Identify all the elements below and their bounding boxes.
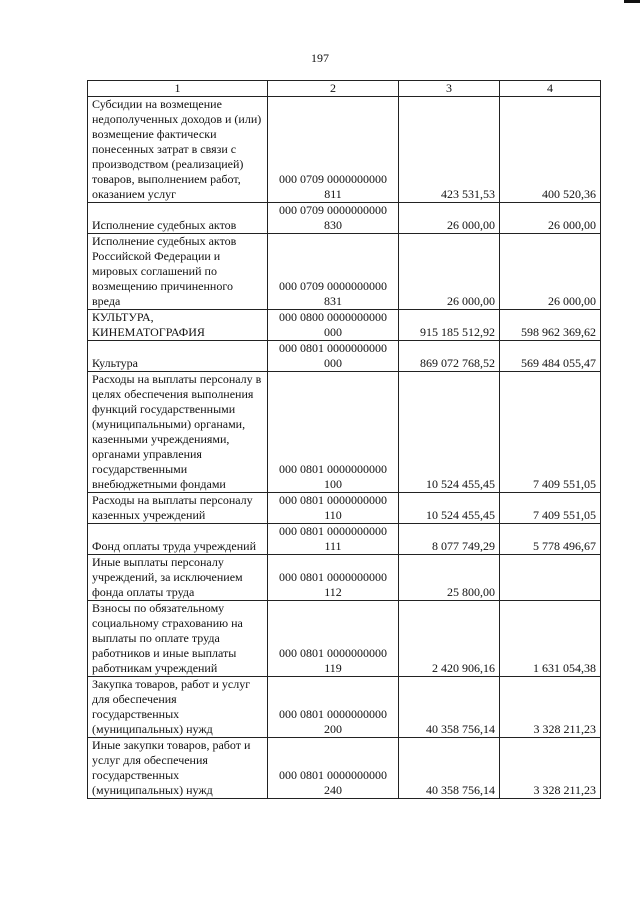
row-code: 000 0801 0000000000 112 <box>268 555 399 601</box>
row-name: Закупка товаров, работ и услуг для обеспечения государственных (муниципальных) нужд <box>88 677 268 738</box>
row-value-col3: 2 420 906,16 <box>399 601 500 677</box>
table-row <box>88 310 601 341</box>
page-number: 197 <box>311 51 329 65</box>
row-code: 000 0801 0000000000 110 <box>268 493 399 524</box>
row-value-col4: 7 409 551,05 <box>500 493 601 524</box>
row-code: 000 0801 0000000000 119 <box>268 601 399 677</box>
row-value-col3: 10 524 455,45 <box>399 372 500 493</box>
table-row <box>88 203 601 234</box>
header-row <box>88 81 601 97</box>
row-name: Расходы на выплаты персоналу в целях обеспечения выполнения функций государственными (муниципальными) органами, казенными учреждениями, органами управления государственными внебюджетными фондами <box>88 372 268 493</box>
row-value-col4: 569 484 055,47 <box>500 341 601 372</box>
row-value-col4 <box>500 555 601 601</box>
table-row <box>88 524 601 555</box>
row-value-col3: 8 077 749,29 <box>399 524 500 555</box>
row-value-col3: 10 524 455,45 <box>399 493 500 524</box>
row-value-col4: 3 328 211,23 <box>500 677 601 738</box>
table-row <box>88 555 601 601</box>
row-name: Иные закупки товаров, работ и услуг для обеспечения государственных (муниципальных) нужд <box>88 738 268 799</box>
row-value-col3: 26 000,00 <box>399 203 500 234</box>
row-value-col4: 7 409 551,05 <box>500 372 601 493</box>
header-col-2: 2 <box>268 81 399 97</box>
budget-table <box>87 80 601 799</box>
row-value-col4: 26 000,00 <box>500 234 601 310</box>
table-row <box>88 677 601 738</box>
row-value-col4: 26 000,00 <box>500 203 601 234</box>
table-row <box>88 341 601 372</box>
row-name: Взносы по обязательному социальному страхованию на выплаты по оплате труда работников и иные выплаты работникам учреждений <box>88 601 268 677</box>
row-name: Исполнение судебных актов <box>88 203 268 234</box>
row-value-col3: 423 531,53 <box>399 97 500 203</box>
row-name: КУЛЬТУРА, КИНЕМАТОГРАФИЯ <box>88 310 268 341</box>
corner-mark <box>624 0 640 3</box>
row-value-col3: 869 072 768,52 <box>399 341 500 372</box>
row-value-col3: 915 185 512,92 <box>399 310 500 341</box>
table-row <box>88 738 601 799</box>
header-col-4: 4 <box>500 81 601 97</box>
row-code: 000 0801 0000000000 111 <box>268 524 399 555</box>
row-code: 000 0801 0000000000 200 <box>268 677 399 738</box>
row-name: Культура <box>88 341 268 372</box>
row-name: Расходы на выплаты персоналу казенных учреждений <box>88 493 268 524</box>
row-value-col4: 598 962 369,62 <box>500 310 601 341</box>
row-name: Иные выплаты персоналу учреждений, за исключением фонда оплаты труда <box>88 555 268 601</box>
row-value-col3: 25 800,00 <box>399 555 500 601</box>
table-row <box>88 493 601 524</box>
row-name: Исполнение судебных актов Российской Федерации и мировых соглашений по возмещению причиненного вреда <box>88 234 268 310</box>
row-value-col3: 40 358 756,14 <box>399 677 500 738</box>
row-name: Субсидии на возмещение недополученных доходов и (или) возмещение фактически понесенных затрат в связи с производством (реализацией) товаров, выполнением работ, оказанием услуг <box>88 97 268 203</box>
row-code: 000 0801 0000000000 000 <box>268 341 399 372</box>
table-row <box>88 234 601 310</box>
table-row <box>88 601 601 677</box>
row-code: 000 0709 0000000000 830 <box>268 203 399 234</box>
row-code: 000 0709 0000000000 811 <box>268 97 399 203</box>
row-value-col3: 26 000,00 <box>399 234 500 310</box>
row-value-col4: 3 328 211,23 <box>500 738 601 799</box>
row-code: 000 0709 0000000000 831 <box>268 234 399 310</box>
row-code: 000 0800 0000000000 000 <box>268 310 399 341</box>
row-value-col4: 1 631 054,38 <box>500 601 601 677</box>
header-col-3: 3 <box>399 81 500 97</box>
row-value-col4: 400 520,36 <box>500 97 601 203</box>
row-code: 000 0801 0000000000 100 <box>268 372 399 493</box>
row-value-col4: 5 778 496,67 <box>500 524 601 555</box>
table-row <box>88 372 601 493</box>
header-col-1: 1 <box>88 81 268 97</box>
table-row <box>88 97 601 203</box>
row-value-col3: 40 358 756,14 <box>399 738 500 799</box>
row-code: 000 0801 0000000000 240 <box>268 738 399 799</box>
table-body <box>88 97 601 799</box>
row-name: Фонд оплаты труда учреждений <box>88 524 268 555</box>
